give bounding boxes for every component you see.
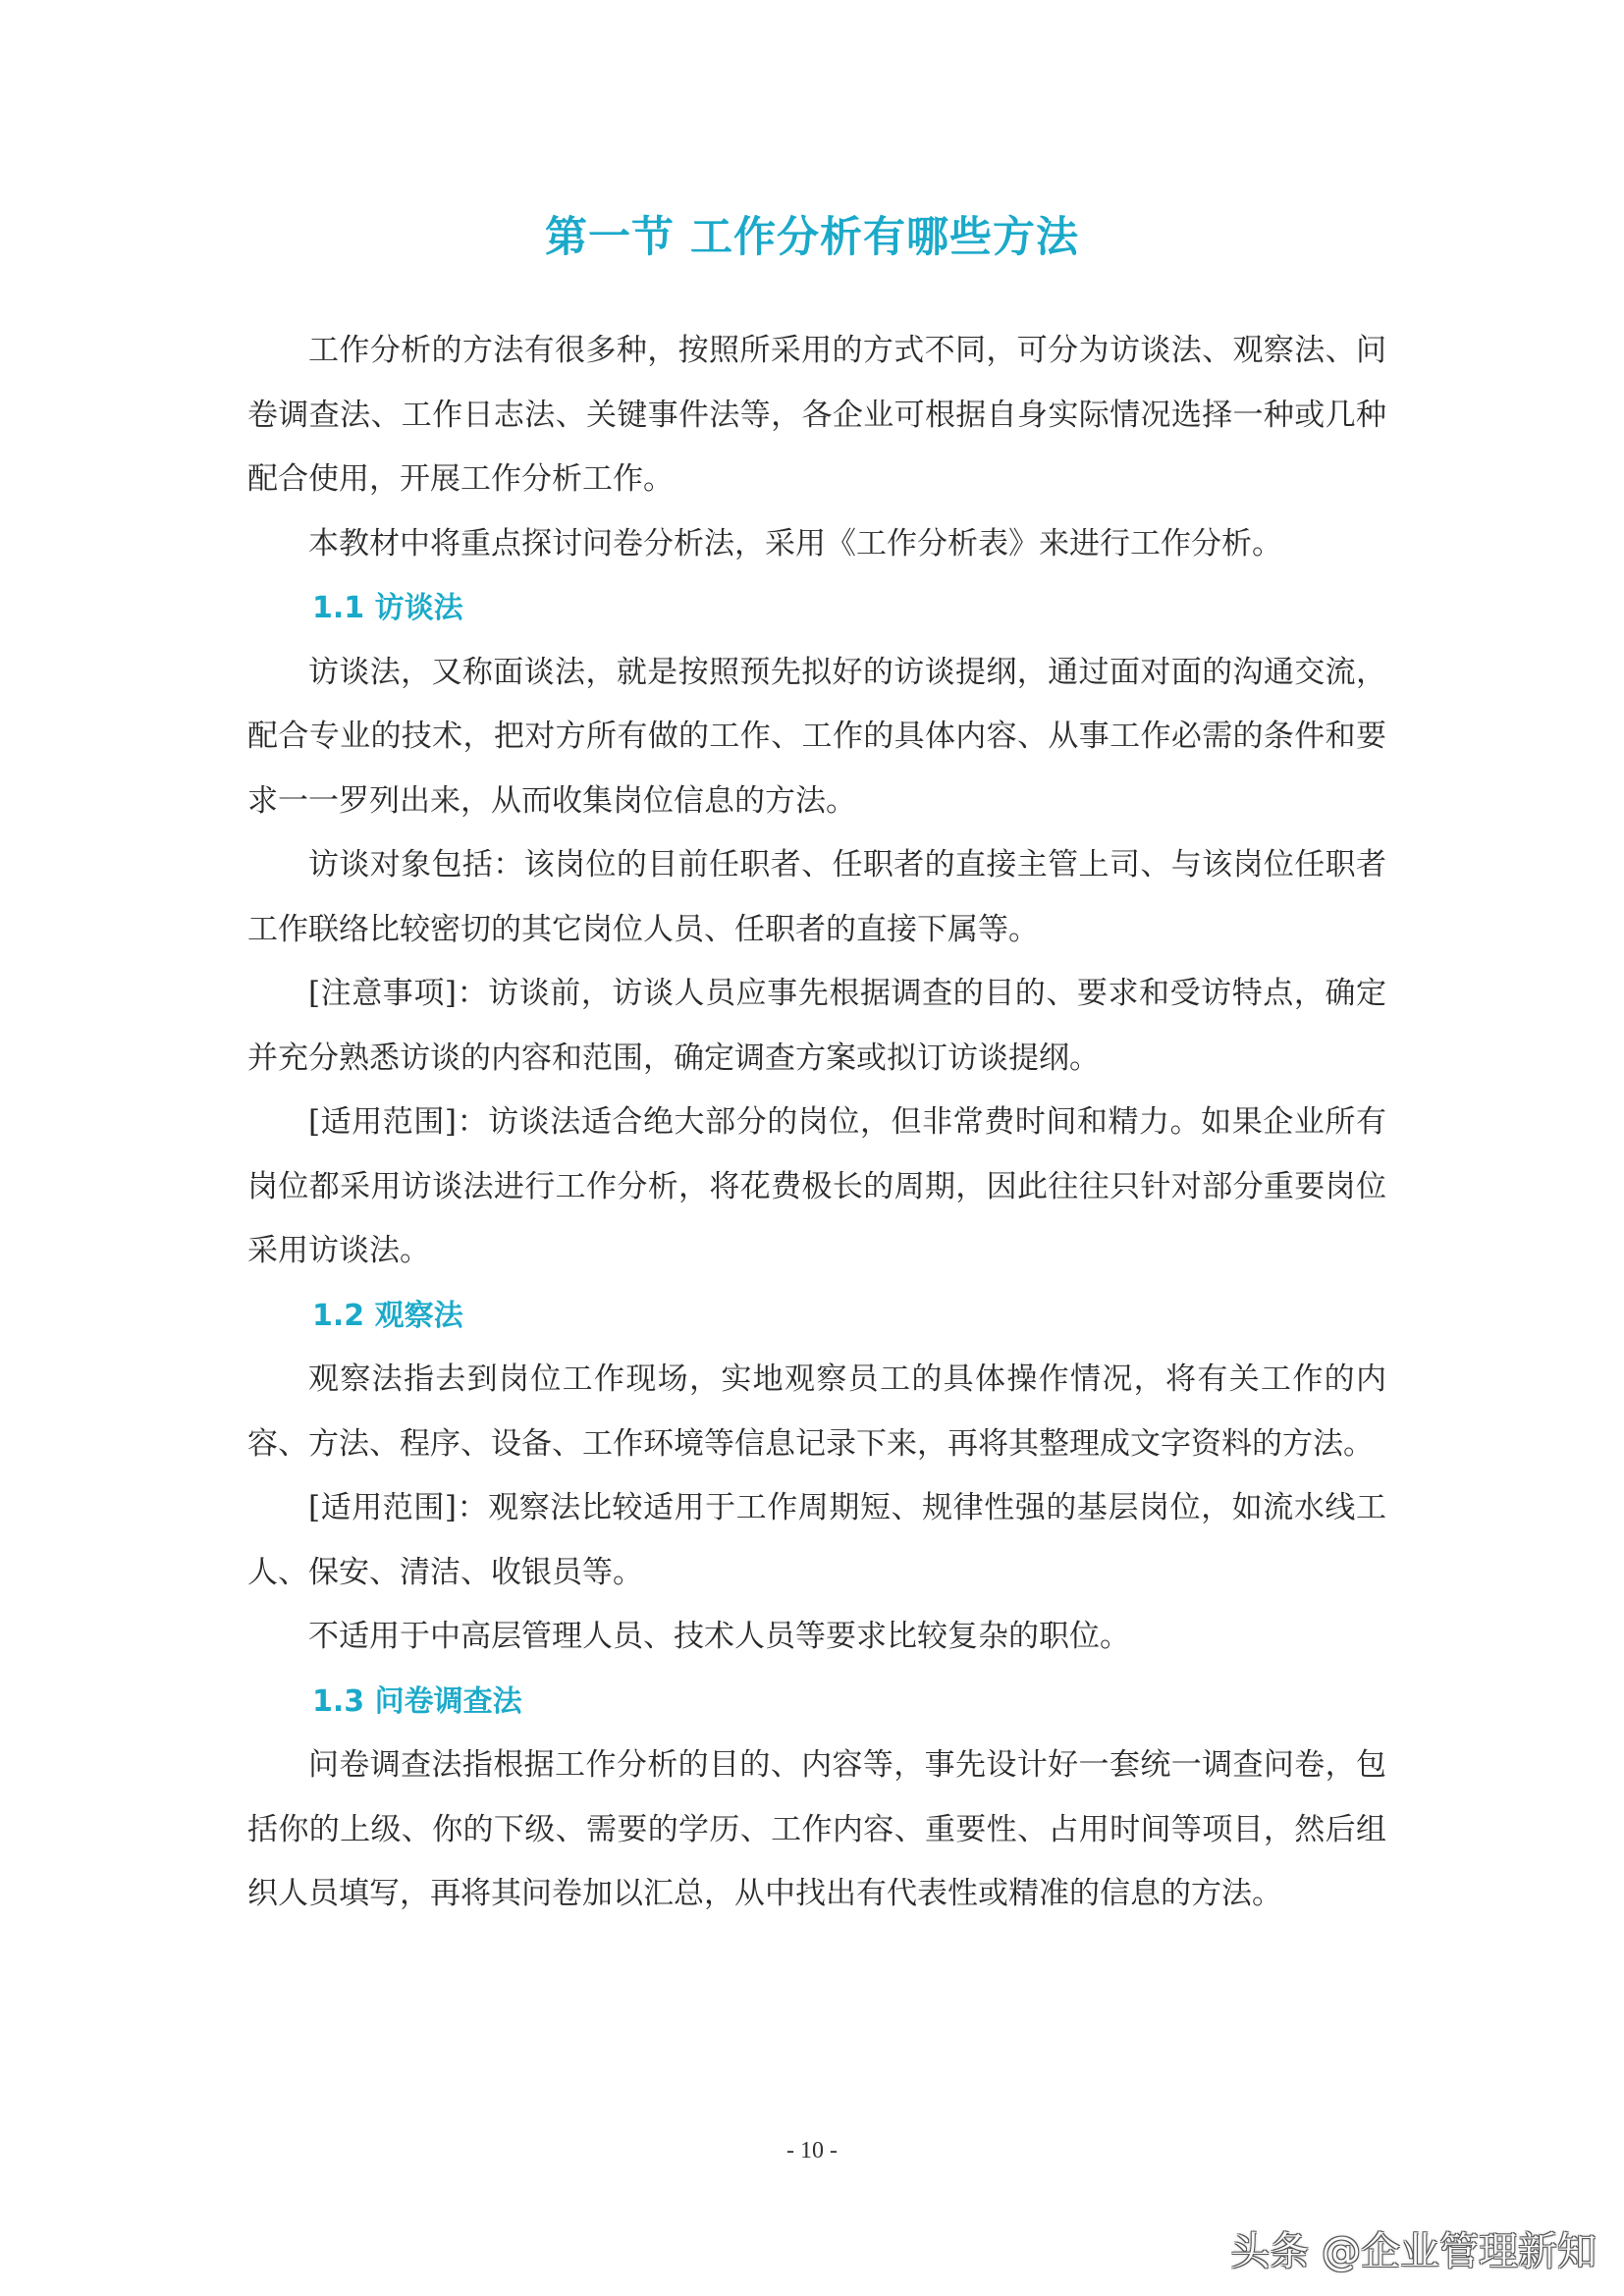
source-watermark: 头条 @企业管理新知 [1230,2229,1597,2274]
paragraph-interview-definition: 访谈法，又称面谈法，就是按照预先拟好的访谈提纲，通过面对面的沟通交流，配合专业的技术，把对方所有做的工作、工作的具体内容、从事工作必需的条件和要求一一罗列出来，从而收集岗位信息的方法。 [247,654,1386,819]
paragraph-intro: 工作分析的方法有很多种，按照所采用的方式不同，可分为访谈法、观察法、问卷调查法、工作日志法、关键事件法等，各企业可根据自身实际情况选择一种或几种配合使用，开展工作分析工作。 [247,333,1386,497]
page-title: 第一节 工作分析有哪些方法 [545,213,1079,262]
section-heading-interview: 1.1 访谈法 [312,591,463,625]
paragraph-observation-scope: [适用范围]：观察法比较适用于工作周期短、规律性强的基层岗位，如流水线工人、保安、清洁、收银员等。 [247,1490,1386,1590]
paragraph-interview-notes: [注意事项]：访谈前，访谈人员应事先根据调查的目的、要求和受访特点，确定并充分熟悉访谈的内容和范围，确定调查方案或拟订访谈提纲。 [247,976,1386,1076]
section-heading-questionnaire: 1.3 问卷调查法 [312,1683,522,1719]
paragraph-textbook-focus: 本教材中将重点探讨问卷分析法，采用《工作分析表》来进行工作分析。 [308,525,1282,561]
paragraph-observation-definition: 观察法指去到岗位工作现场，实地观察员工的具体操作情况，将有关工作的内容、方法、程序、设备、工作环境等信息记录下来，再将其整理成文字资料的方法。 [247,1362,1386,1462]
paragraph-interview-subjects: 访谈对象包括：该岗位的目前任职者、任职者的直接主管上司、与该岗位任职者工作联络比较密切的其它岗位人员、任职者的直接下属等。 [247,847,1386,947]
section-heading-observation: 1.2 观察法 [312,1298,463,1333]
paragraph-interview-scope: [适用范围]：访谈法适合绝大部分的岗位，但非常费时间和精力。如果企业所有岗位都采用访谈法进行工作分析，将花费极长的周期，因此往往只针对部分重要岗位采用访谈法。 [247,1104,1386,1268]
document-body [247,319,1386,1927]
page-number: - 10 - [786,2138,838,2163]
paragraph-questionnaire-definition: 问卷调查法指根据工作分析的目的、内容等，事先设计好一套统一调查问卷，包括你的上级、你的下级、需要的学历、工作内容、重要性、占用时间等项目，然后组织人员填写，再将其问卷加以汇总，从中找出有代表性或精准的信息的方法。 [247,1747,1386,1911]
paragraph-observation-limits: 不适用于中高层管理人员、技术人员等要求比较复杂的职位。 [308,1619,1130,1654]
